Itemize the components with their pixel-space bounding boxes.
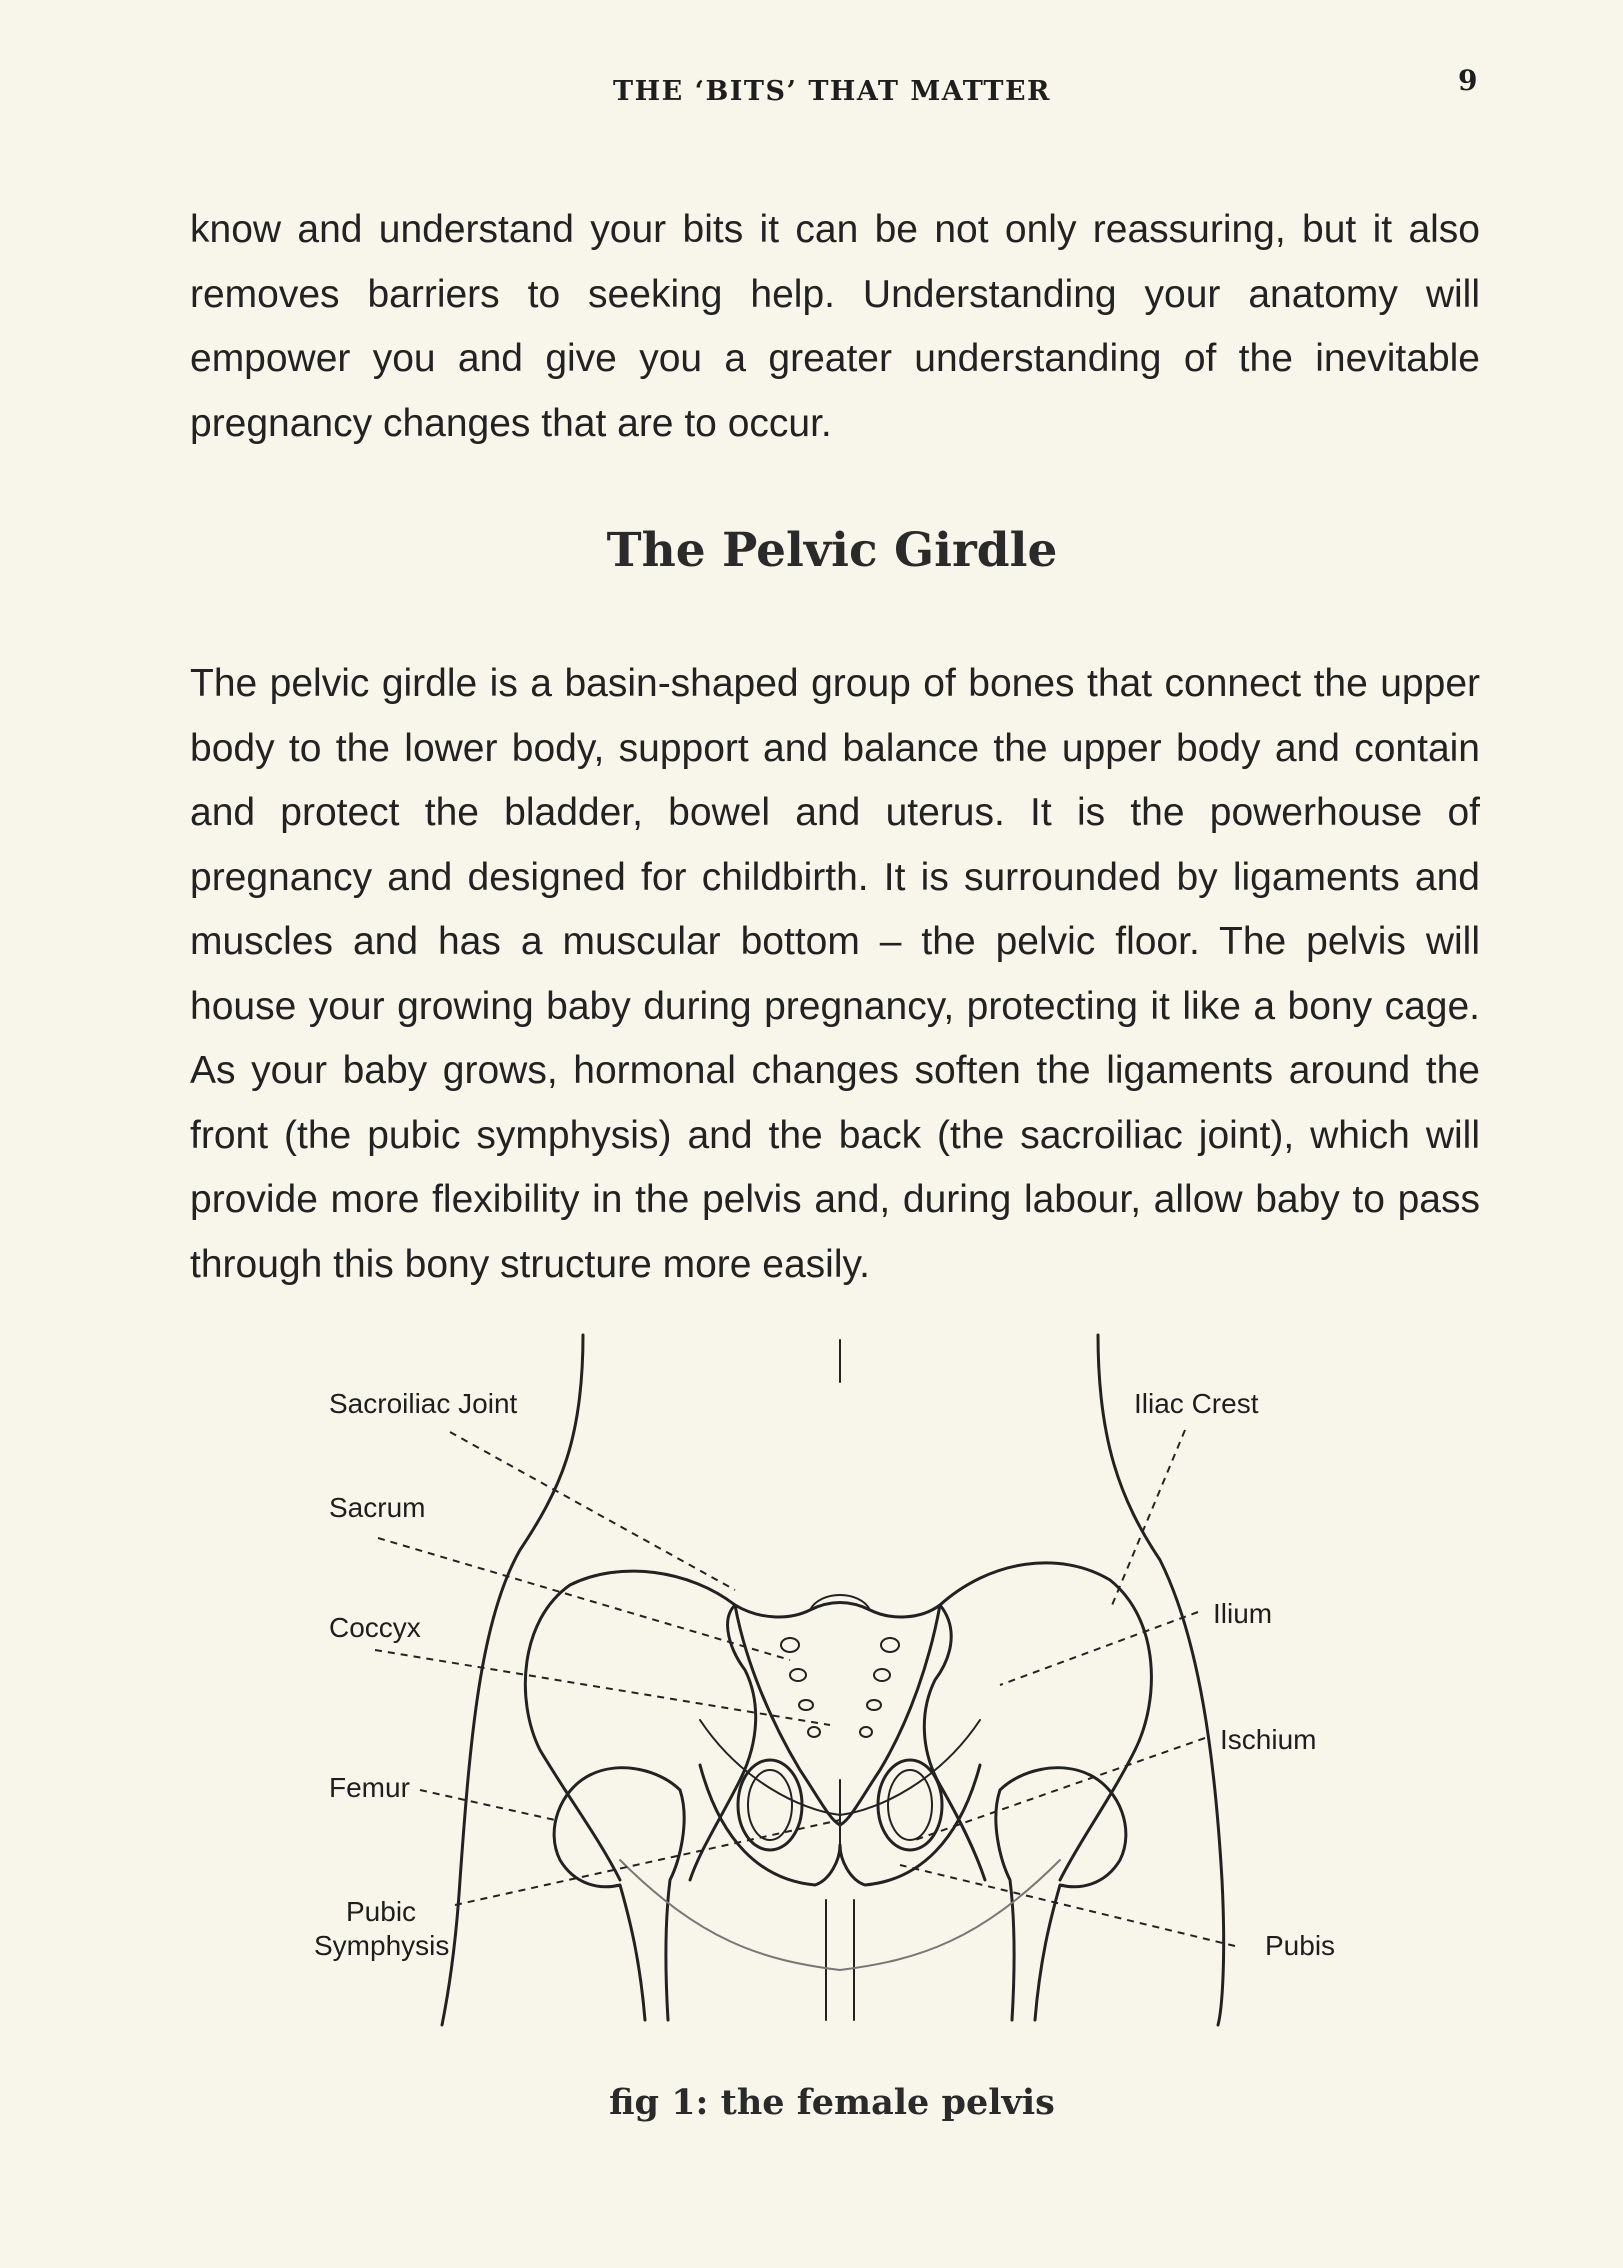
running-head: THE ‘BITS’ THAT MATTER	[613, 76, 1051, 107]
paragraph-pelvic-girdle: The pelvic girdle is a basin-shaped group of bones that connect the upper body to the lower body, support and balance the upper body and contain and protect the bladder, bowel and uterus. It is the powerhouse of pregnancy and designed for childbirth. It is surrounded by ligaments and muscles and has a muscular bottom – the pelvic floor. The pelvis will house your growing baby during pregnancy, protecting it like a bony cage. As your baby grows, hormonal changes soften the ligaments around the front (the pubic symphysis) and the back (the sacroiliac joint), which will provide more flexibility in the pelvis and, during labour, allow baby to pass through this bony structure more easily.	[190, 662, 1480, 1286]
label-femur: Femur	[329, 1772, 410, 1803]
label-pubic: Pubic	[346, 1896, 417, 1927]
section-heading: The Pelvic Girdle	[606, 523, 1058, 578]
leader-pubis	[900, 1865, 1235, 1946]
label-sacrum: Sacrum	[329, 1492, 426, 1523]
pelvis-figure	[0, 1320, 1623, 2070]
leader-sacroiliac-joint	[450, 1432, 735, 1590]
label-ilium: Ilium	[1213, 1598, 1273, 1629]
leader-iliac-crest	[1110, 1430, 1185, 1610]
right-ilium-inner	[924, 1605, 985, 1880]
page-number: 9	[1458, 64, 1478, 97]
paragraph-intro: know and understand your bits it can be not only reassuring, but it also removes barriers to seeking help. Understanding your anatomy will empower you and give you a greater understanding of the inevitable pregnancy changes that are to occur.	[190, 208, 1480, 445]
figure-caption: fig 1: the female pelvis	[609, 2082, 1055, 2123]
leader-ischium	[915, 1738, 1205, 1840]
label-iliac-crest: Iliac Crest	[1134, 1388, 1259, 1419]
label-pubis: Pubis	[1265, 1930, 1336, 1961]
leader-coccyx	[375, 1650, 830, 1725]
leader-ilium	[1000, 1612, 1198, 1685]
label-sacroiliac-joint: Sacroiliac Joint	[329, 1388, 518, 1419]
leader-femur	[420, 1790, 555, 1820]
inner-thigh-lines	[826, 1900, 854, 2020]
sacral-foramen	[781, 1638, 799, 1652]
right-ilium	[940, 1563, 1151, 1880]
label-symphysis: Symphysis	[314, 1930, 450, 1961]
left-femur	[554, 1768, 680, 2020]
pelvis-illustration	[0, 1320, 1623, 2070]
body-outline-right	[1098, 1335, 1224, 2025]
label-coccyx: Coccyx	[329, 1612, 421, 1643]
label-ischium: Ischium	[1220, 1724, 1317, 1755]
